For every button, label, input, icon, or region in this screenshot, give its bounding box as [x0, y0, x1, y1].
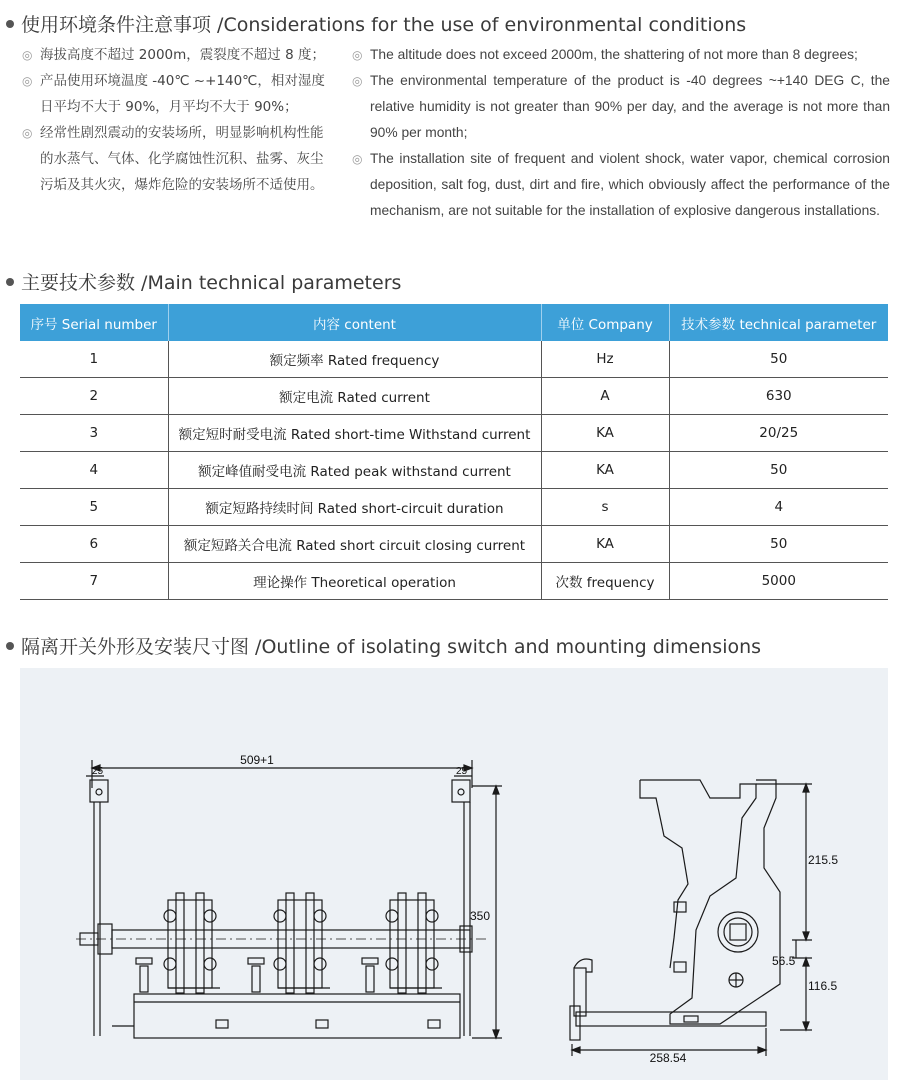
params-header-row [20, 304, 888, 341]
bullet-dot-icon [6, 20, 14, 28]
bullet-dot-icon [6, 642, 14, 650]
conditions-title-text: 使用环境条件注意事项 /Considerations for the use of environmental conditions [21, 14, 747, 36]
conditions-zh-item: ◎ 海拔高度不超过 2000m，震裂度不超过 8 度； [22, 42, 332, 68]
cell-value: 20/25 [669, 415, 888, 452]
table-row [20, 563, 888, 600]
header-serial: 序号 Serial number [20, 304, 168, 341]
conditions-zh-list [22, 42, 332, 198]
cell-serial: 4 [20, 452, 168, 489]
cell-unit: 次数 frequency [541, 563, 669, 600]
cell-serial: 6 [20, 526, 168, 563]
ring-bullet-icon: ◎ [352, 74, 363, 88]
bullet-dot-icon [6, 278, 14, 286]
dim-height-main: 350 [469, 909, 490, 923]
dim-hole-right: 25 [456, 766, 468, 777]
cell-value: 4 [669, 489, 888, 526]
cell-value: 50 [669, 526, 888, 563]
outline-drawing-panel [20, 668, 888, 1080]
cell-content: 额定峰值耐受电流 Rated peak withstand current [168, 452, 541, 489]
conditions-title [6, 10, 746, 37]
table-row [20, 378, 888, 415]
dim-side-top: 215.5 [808, 853, 839, 867]
cell-serial: 5 [20, 489, 168, 526]
conditions-zh-item: ◎ 经常性剧烈震动的安装场所，明显影响机构性能的水蒸气、气体、化学腐蚀性沉积、盐雾、灰尘污垢及其火灾，爆炸危险的安装场所不适使用。 [22, 120, 332, 198]
cell-value: 50 [669, 341, 888, 378]
cell-value: 50 [669, 452, 888, 489]
ring-bullet-icon: ◎ [22, 126, 33, 140]
cell-serial: 1 [20, 341, 168, 378]
cell-unit: s [541, 489, 669, 526]
conditions-en-item: ◎ The altitude does not exceed 2000m, the shattering of not more than 8 degrees; [352, 42, 890, 68]
cell-content: 额定短路持续时间 Rated short-circuit duration [168, 489, 541, 526]
cell-serial: 3 [20, 415, 168, 452]
dim-hole-left: 25 [92, 766, 104, 777]
ring-bullet-icon: ◎ [352, 152, 363, 166]
ring-bullet-icon: ◎ [22, 48, 33, 62]
cell-unit: KA [541, 526, 669, 563]
params-title-text: 主要技术参数 /Main technical parameters [21, 272, 402, 294]
outline-title [6, 632, 761, 659]
cell-unit: KA [541, 415, 669, 452]
cell-serial: 2 [20, 378, 168, 415]
dim-width-main: 509+1 [240, 753, 274, 767]
table-row [20, 341, 888, 378]
dim-side-bottom: 116.5 [808, 979, 838, 993]
cell-unit: Hz [541, 341, 669, 378]
dim-side-mid: 56.5 [772, 954, 796, 968]
outline-drawing [20, 668, 888, 1080]
ring-bullet-icon: ◎ [352, 48, 363, 62]
dim-side-width: 258.54 [649, 1051, 687, 1065]
conditions-zh-item: ◎ 产品使用环境温度 -40℃ ~+140℃，相对湿度日平均不大于 90%，月平均不大于 90%； [22, 68, 332, 120]
params-table [20, 304, 888, 600]
params-title [6, 268, 401, 295]
cell-value: 630 [669, 378, 888, 415]
cell-value: 5000 [669, 563, 888, 600]
header-content: 内容 content [168, 304, 541, 341]
table-row [20, 415, 888, 452]
cell-content: 额定电流 Rated current [168, 378, 541, 415]
outline-title-text: 隔离开关外形及安装尺寸图 /Outline of isolating switch and mounting dimensions [21, 636, 762, 658]
header-unit: 单位 Company [541, 304, 669, 341]
conditions-en-item: ◎ The installation site of frequent and violent shock, water vapor, chemical corrosion deposition, salt fog, dust, dirt and fire, which obviously affect the performance of the mechanism, are not suitable for the installation of explosive dangerous installations. [352, 146, 890, 224]
table-row [20, 452, 888, 489]
cell-content: 理论操作 Theoretical operation [168, 563, 541, 600]
cell-content: 额定频率 Rated frequency [168, 341, 541, 378]
cell-unit: KA [541, 452, 669, 489]
table-row [20, 526, 888, 563]
cell-content: 额定短路关合电流 Rated short circuit closing current [168, 526, 541, 563]
table-row [20, 489, 888, 526]
ring-bullet-icon: ◎ [22, 74, 33, 88]
header-value: 技术参数 technical parameter [669, 304, 888, 341]
conditions-en-list [352, 42, 890, 224]
cell-serial: 7 [20, 563, 168, 600]
cell-unit: A [541, 378, 669, 415]
cell-content: 额定短时耐受电流 Rated short-time Withstand current [168, 415, 541, 452]
conditions-en-item: ◎ The environmental temperature of the product is -40 degrees ~+140 DEG C, the relative humidity is not greater than 90% per day, and the average is not more than 90% per month; [352, 68, 890, 146]
